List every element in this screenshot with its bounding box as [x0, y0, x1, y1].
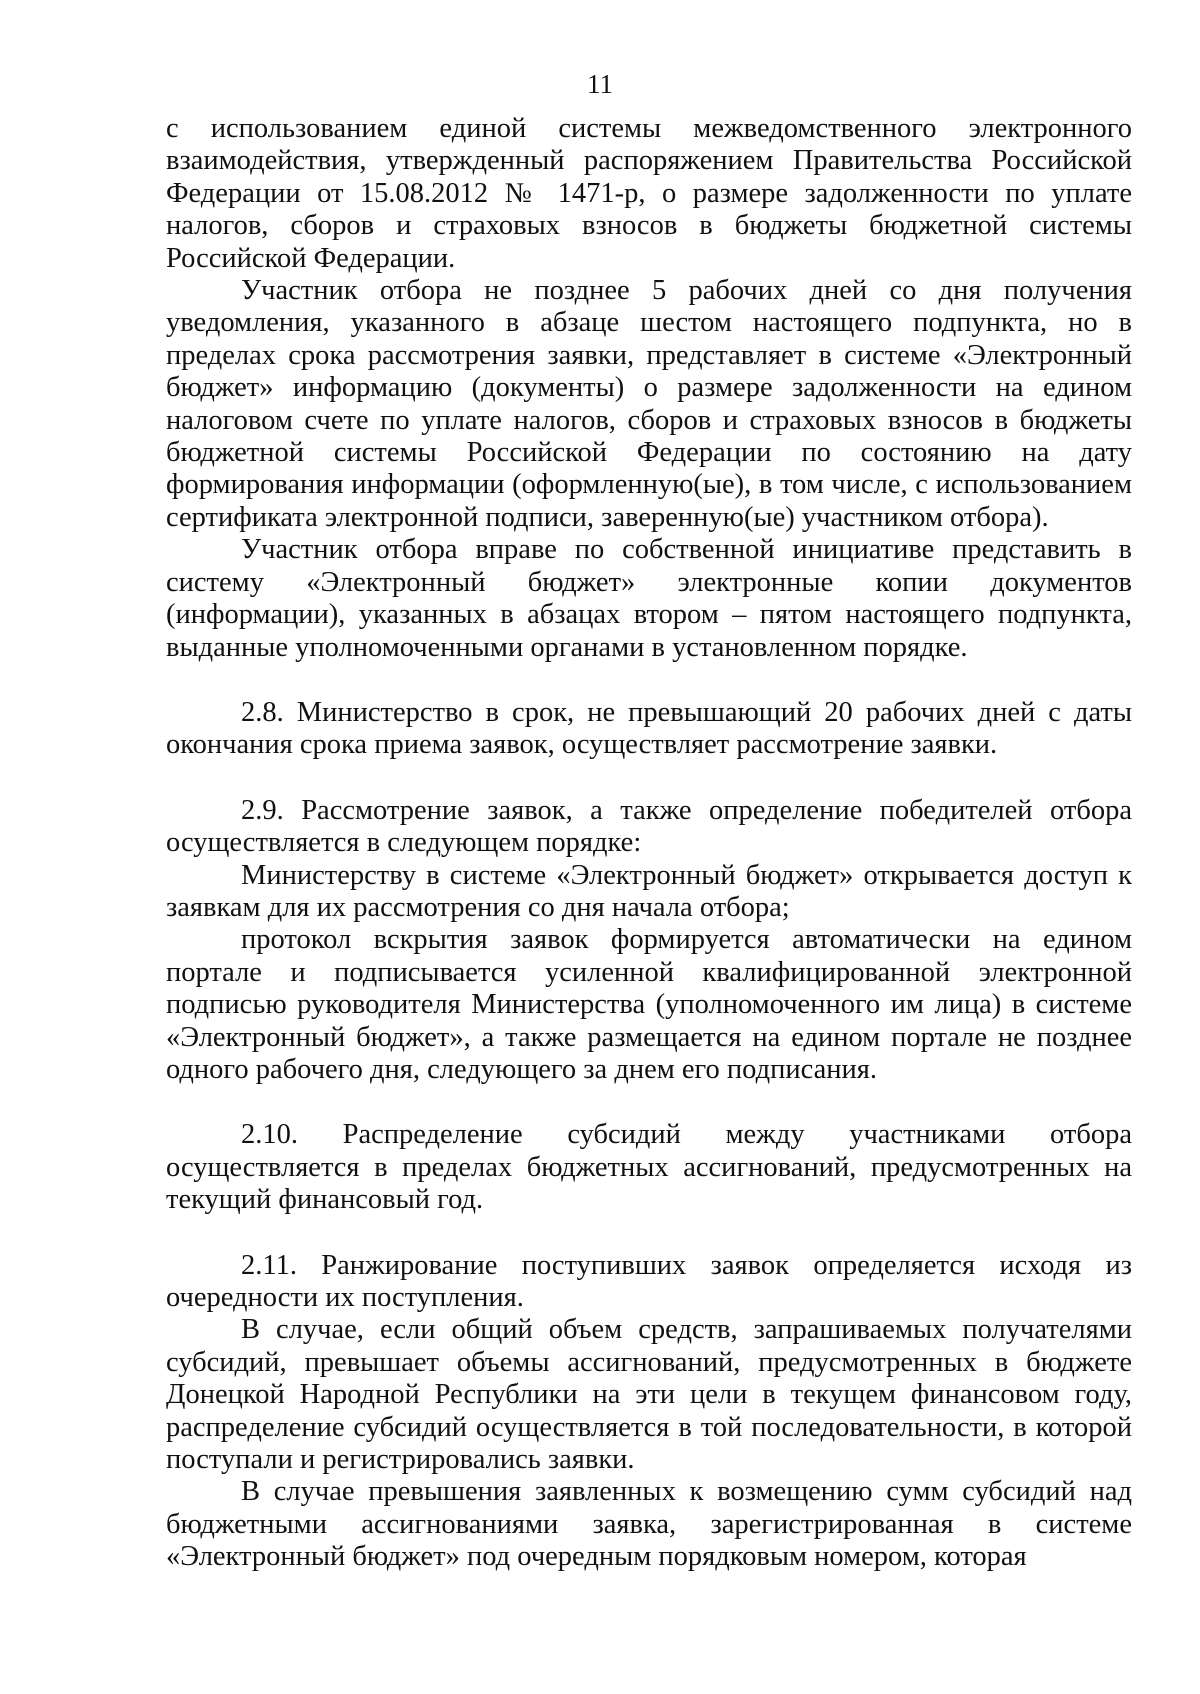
paragraph-opening-protocol: протокол вскрытия заявок формируется автоматически на едином портале и подписывается усиленной квалифицированной электронной подписью руководителя Министерства (уполномоченного им лица) в системе «Электронный бюджет», а также размещается на едином портале не позднее одного рабочего дня, следующего за днем его подписания. [166, 924, 1132, 1085]
paragraph-amount-exceed: В случае превышения заявленных к возмещению сумм субсидий над бюджетными ассигнованиями заявка, зарегистрированная в системе «Электронный бюджет» под очередным порядковым номером, которая [166, 1476, 1132, 1573]
document-body [166, 113, 1132, 1574]
paragraph-funds-exceed: В случае, если общий объем средств, запрашиваемых получателями субсидий, превышает объемы ассигнований, предусмотренных в бюджете Донецкой Народной Республики на эти цели в текущем финансовом году, распределение субсидий осуществляется в той последовательности, в которой поступали и регистрировались заявки. [166, 1314, 1132, 1476]
paragraph-own-initiative: Участник отбора вправе по собственной инициативе представить в систему «Электронный бюджет» электронные копии документов (информации), указанных в абзацах втором – пятом настоящего подпункта, выданные уполномоченными органами в установленном порядке. [166, 534, 1132, 663]
paragraph-2-9: 2.9. Рассмотрение заявок, а также определение победителей отбора осуществляется в следующем порядке: [166, 794, 1132, 859]
paragraph-2-8: 2.8. Министерство в срок, не превышающий 20 рабочих дней с даты окончания срока приема заявок, осуществляет рассмотрение заявки. [166, 696, 1132, 761]
page-number: 11 [587, 69, 613, 99]
paragraph-interaction-system: с использованием единой системы межведомственного электронного взаимодействия, утвержденный распоряжением Правительства Российской Федерации от 15.08.2012 № 1471-р, о размере задолженности по уплате налогов, сборов и страховых взносов в бюджеты бюджетной системы Российской Федерации. [166, 113, 1132, 274]
paragraph-ministry-access: Министерству в системе «Электронный бюджет» открывается доступ к заявкам для их рассмотрения со дня начала отбора; [166, 859, 1132, 923]
paragraph-2-11: 2.11. Ранжирование поступивших заявок определяется исходя из очередности их поступления. [166, 1249, 1132, 1313]
paragraph-2-10: 2.10. Распределение субсидий между участниками отбора осуществляется в пределах бюджетных ассигнований, предусмотренных на текущий финансовый год. [166, 1119, 1132, 1216]
paragraph-debt-information: Участник отбора не позднее 5 рабочих дней со дня получения уведомления, указанного в абзаце шестом настоящего подпункта, но в пределах срока рассмотрения заявки, представляет в системе «Электронный бюджет» информацию (документы) о размере задолженности на едином налоговом счете по уплате налогов, сборов и страховых взносов в бюджеты бюджетной системы Российской Федерации по состоянию на дату формирования информации (оформленную(ые), в том числе, с использованием сертификата электронной подписи, заверенную(ые) участником отбора). [166, 275, 1132, 533]
